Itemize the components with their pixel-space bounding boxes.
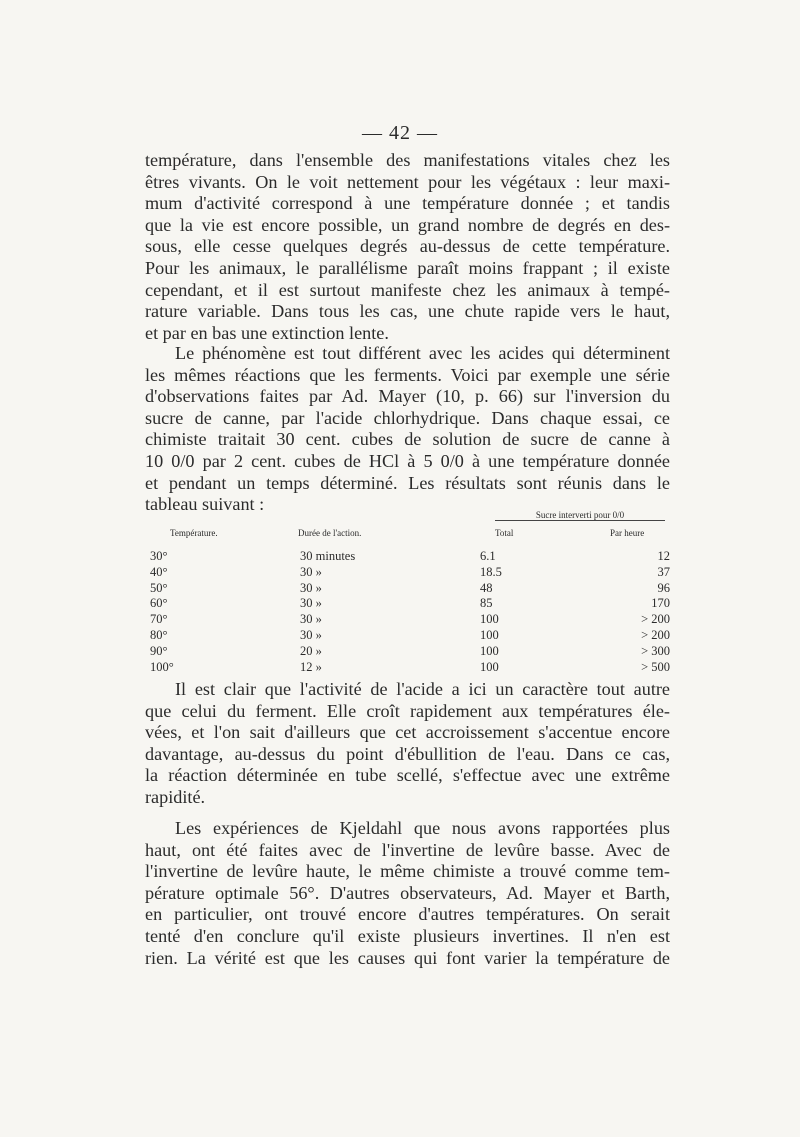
text-line: Les expériences de Kjeldahl que nous avons rapportées plus	[175, 818, 670, 838]
cell-total: 18.5	[480, 564, 502, 579]
cell-par-heure: > 500	[641, 659, 670, 674]
cell-duree: 30 »	[300, 564, 322, 579]
cell-temperature: 50°	[150, 580, 168, 595]
cell-temperature: 100°	[150, 659, 174, 674]
table-row	[150, 660, 670, 676]
cell-total: 100	[480, 612, 499, 627]
cell-temperature: 80°	[150, 627, 168, 642]
table-row	[150, 565, 670, 581]
paragraph-acid-activity	[145, 679, 670, 809]
text-line: rature variable. Dans tous les cas, une chute rapide vers le haut,	[145, 301, 670, 322]
text-line: chimiste traitait 30 cent. cubes de solution de sucre de canne à	[145, 429, 670, 450]
text-line: les mêmes réactions que les ferments. Voici par exemple une série	[145, 364, 670, 385]
cell-temperature: 40°	[150, 564, 168, 579]
table-row	[150, 596, 670, 612]
cell-par-heure: 12	[657, 549, 670, 563]
text-line: davantage, au-dessus du point d'ébullition de l'eau. Dans ce cas,	[145, 743, 670, 764]
cell-total: 48	[480, 580, 493, 595]
text-line: en particulier, ont trouvé encore d'autres températures. On serait	[145, 904, 670, 925]
text-line: vées, et l'on sait d'ailleurs que cet accroissement s'accentue encore	[145, 722, 670, 743]
table-row	[150, 612, 670, 628]
text-line: rien. La vérité est que les causes qui font varier la température de	[145, 947, 670, 968]
cell-temperature: 70°	[150, 612, 168, 627]
paragraph-temperature	[145, 150, 670, 344]
text-line: l'invertine de levûre haute, le même chimiste a trouvé comme tem-	[145, 861, 670, 882]
text-line: rapidité.	[145, 786, 206, 807]
cell-total: 85	[480, 596, 493, 611]
cell-duree: 30 »	[300, 627, 322, 642]
cell-temperature: 90°	[150, 643, 168, 658]
table-row	[150, 628, 670, 644]
text-line: tableau suivant :	[145, 494, 265, 515]
text-line: Pour les animaux, le parallélisme paraît moins frappant ; il existe	[145, 257, 670, 278]
text-line: sucre de canne, par l'acide chlorhydrique. Dans chaque essai, ce	[145, 407, 670, 428]
column-header-total: Total	[495, 528, 514, 538]
text-line: êtres vivants. On le voit nettement pour les végétaux : leur maxi-	[145, 171, 670, 192]
column-header-duree: Durée de l'action.	[298, 528, 362, 538]
cell-par-heure: > 200	[641, 627, 670, 642]
cell-par-heure: > 300	[641, 643, 670, 658]
text-line: Le phénomène est tout différent avec les acides qui déterminent	[175, 343, 670, 363]
cell-duree: 12 »	[300, 659, 322, 674]
cell-total: 6.1	[480, 549, 496, 563]
text-line: d'observations faites par Ad. Mayer (10, p. 66) sur l'inversion du	[145, 386, 670, 407]
text-line: température, dans l'ensemble des manifestations vitales chez les	[145, 150, 670, 170]
cell-total: 100	[480, 627, 499, 642]
table-body	[150, 549, 670, 675]
text-line: et pendant un temps déterminé. Les résultats sont réunis dans le	[145, 472, 670, 493]
paragraph-kjeldahl	[145, 818, 670, 969]
cell-duree: 30 »	[300, 596, 322, 611]
table-row	[150, 644, 670, 660]
text-line: 10 0/0 par 2 cent. cubes de HCl à 5 0/0 à une température donnée	[145, 450, 670, 471]
page-number: — 42 —	[362, 122, 438, 144]
cell-par-heure: 170	[651, 596, 670, 611]
paragraph-acids	[145, 343, 670, 516]
cell-temperature: 30°	[150, 549, 168, 563]
table-row	[150, 549, 670, 565]
text-line: que celui du ferment. Elle croît rapidement aux températures éle-	[145, 700, 670, 721]
cell-temperature: 60°	[150, 596, 168, 611]
text-line: que la vie est encore possible, un grand nombre de degrés en des-	[145, 214, 670, 235]
text-line: mum d'activité correspond à une température donnée ; et tandis	[145, 193, 670, 214]
cell-par-heure: 37	[657, 564, 670, 579]
table-super-header: Sucre interverti pour 0/0	[535, 510, 625, 520]
cell-par-heure: > 200	[641, 612, 670, 627]
cell-duree: 30 »	[300, 580, 322, 595]
column-header-temperature: Température.	[170, 528, 218, 538]
text-line: haut, ont été faites avec de l'invertine de levûre basse. Avec de	[145, 839, 670, 860]
cell-total: 100	[480, 643, 499, 658]
cell-duree: 20 »	[300, 643, 322, 658]
cell-par-heure: 96	[657, 580, 670, 595]
cell-duree: 30 »	[300, 612, 322, 627]
cell-duree: 30 minutes	[300, 549, 356, 563]
table-divider	[495, 520, 665, 521]
text-line: tenté d'en conclure qu'il existe plusieurs invertines. Il n'en est	[145, 925, 670, 946]
text-line: et par en bas une extinction lente.	[145, 322, 389, 343]
text-line: pérature optimale 56°. D'autres observateurs, Ad. Mayer et Barth,	[145, 882, 670, 903]
text-line: la réaction déterminée en tube scellé, s'effectue avec une extrême	[145, 765, 670, 786]
text-line: sous, elle cesse quelques degrés au-dessus de cette température.	[145, 236, 670, 257]
table-row	[150, 581, 670, 597]
column-header-par-heure: Par heure	[610, 528, 645, 538]
cell-total: 100	[480, 659, 499, 674]
text-line: Il est clair que l'activité de l'acide a ici un caractère tout autre	[175, 679, 670, 699]
text-line: cependant, et il est surtout manifeste chez les animaux à tempé-	[145, 279, 670, 300]
